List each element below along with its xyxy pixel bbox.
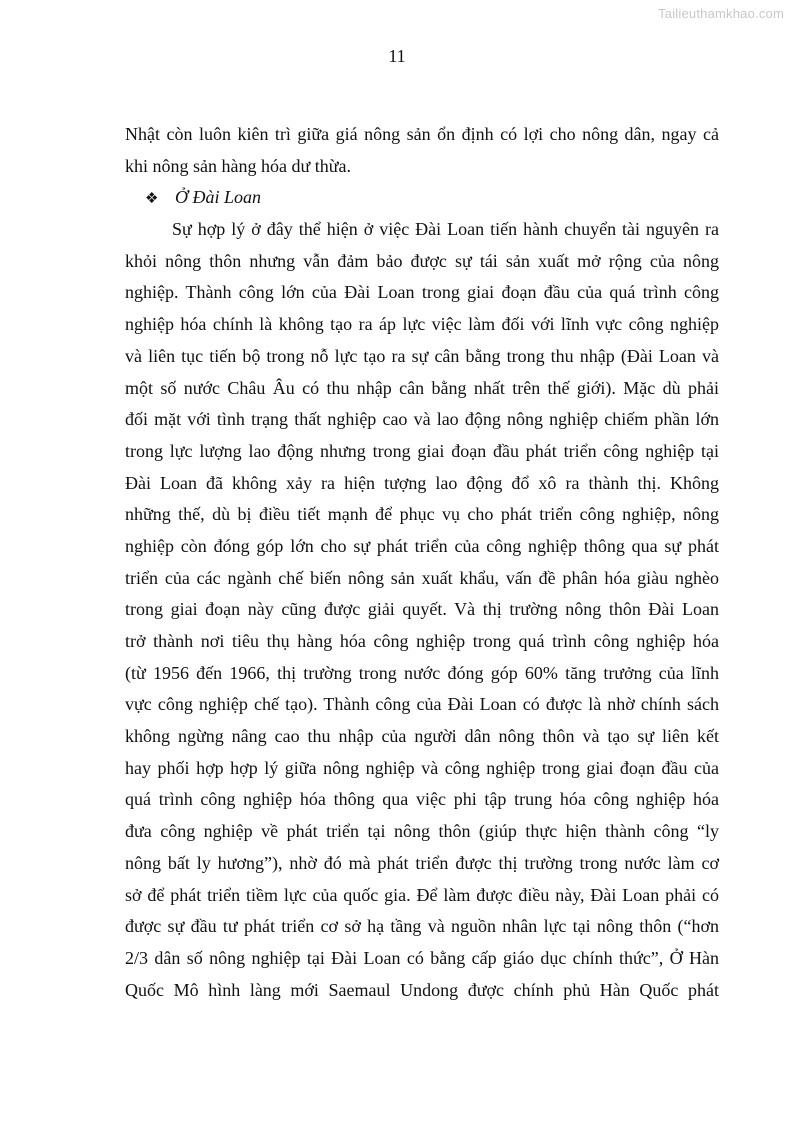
text-line: Nhật còn luôn kiên trì giữa giá nông sản ổn định có lợi cho nông dân, ngay cả — [125, 124, 719, 144]
text-line: nghiệp còn đóng góp lớn cho sự phát triển của công nghiệp thông qua sự phát — [125, 535, 719, 556]
text-line: đưa công nghiệp về phát triển tại nông thôn (giúp thực hiện thành công “ly — [125, 821, 719, 842]
section-heading — [125, 182, 719, 214]
text-line: và liên tục tiến bộ trong nỗ lực tạo ra sự cân bằng trong thu nhập (Đài Loan và — [125, 345, 719, 366]
text-line: không ngừng nâng cao thu nhập của người dân nông thôn và tạo sự liên kết — [125, 726, 719, 747]
text-line: hay phối hợp hợp lý giữa nông nghiệp và công nghiệp trong giai đoạn đầu của — [125, 757, 719, 778]
text-line: khi nông sản hàng hóa dư thừa. — [125, 155, 351, 176]
text-line: (từ 1956 đến 1966, thị trường trong nước đóng góp 60% tăng trưởng của lĩnh — [125, 662, 719, 683]
text-line: Quốc Mô hình làng mới Saemaul Undong được chính phủ Hàn Quốc phát — [125, 979, 719, 1000]
text-line: trong giai đoạn này cũng được giải quyết. Và thị trường nông thôn Đài Loan — [125, 599, 719, 620]
text-line: đối mặt với tình trạng thất nghiệp cao và lao động nông nghiệp chiếm phần lớn — [125, 409, 719, 430]
page-number: 11 — [388, 46, 406, 66]
text-line: triển của các ngành chế biến nông sản xuất khẩu, vấn đề phân hóa giàu nghèo — [125, 567, 719, 588]
text-line: sở để phát triển tiềm lực của quốc gia. Để làm được điều này, Đài Loan phải có — [125, 884, 719, 905]
text-line: Sự hợp lý ở đây thể hiện ở việc Đài Loan tiến hành chuyển tài nguyên ra — [172, 219, 719, 240]
text-line: nông bất ly hương”), nhờ đó mà phát triển được thị trường trong nước làm cơ — [125, 852, 719, 873]
text-line: được sự đầu tư phát triển cơ sở hạ tầng và nguồn nhân lực tại nông thôn (“hơn — [125, 916, 719, 937]
text-line: những thế, dù bị điều tiết mạnh để phục vụ cho phát triển công nghiệp, nông — [125, 504, 719, 525]
text-line: nghiệp hóa chính là không tạo ra áp lực việc làm đối với lĩnh vực công nghiệp — [125, 314, 719, 335]
text-line: Đài Loan đã không xảy ra hiện tượng lao động đổ xô ra thành thị. Không — [125, 472, 719, 493]
page-body — [125, 119, 719, 1006]
text-line: khỏi nông thôn nhưng vẫn đảm bảo được sự tái sản xuất mở rộng của nông — [125, 250, 719, 271]
watermark: Tailieuthamkhao.com — [658, 6, 784, 21]
text-line: 2/3 dân số nông nghiệp tại Đài Loan có bằng cấp giáo dục chính thức”, Ở Hàn — [125, 947, 719, 968]
text-line: một số nước Châu Âu có thu nhập cân bằng nhất trên thế giới). Mặc dù phải — [125, 377, 719, 398]
text-line: trong lực lượng lao động nhưng trong giai đoạn đầu phát triển công nghiệp tại — [125, 440, 719, 461]
section-title: Ở Đài Loan — [175, 187, 262, 208]
text-line: trở thành nơi tiêu thụ hàng hóa công nghiệp trong quá trình công nghiệp hóa — [125, 631, 719, 651]
text-line: vực công nghiệp chế tạo). Thành công của Đài Loan có được là nhờ chính sách — [125, 694, 719, 715]
text-line: quá trình công nghiệp hóa thông qua việc phi tập trung hóa công nghiệp hóa — [125, 789, 719, 810]
text-line: nghiệp. Thành công lớn của Đài Loan trong giai đoạn đầu của quá trình công — [125, 282, 719, 303]
diamond-bullet-icon: ❖ — [145, 191, 159, 208]
